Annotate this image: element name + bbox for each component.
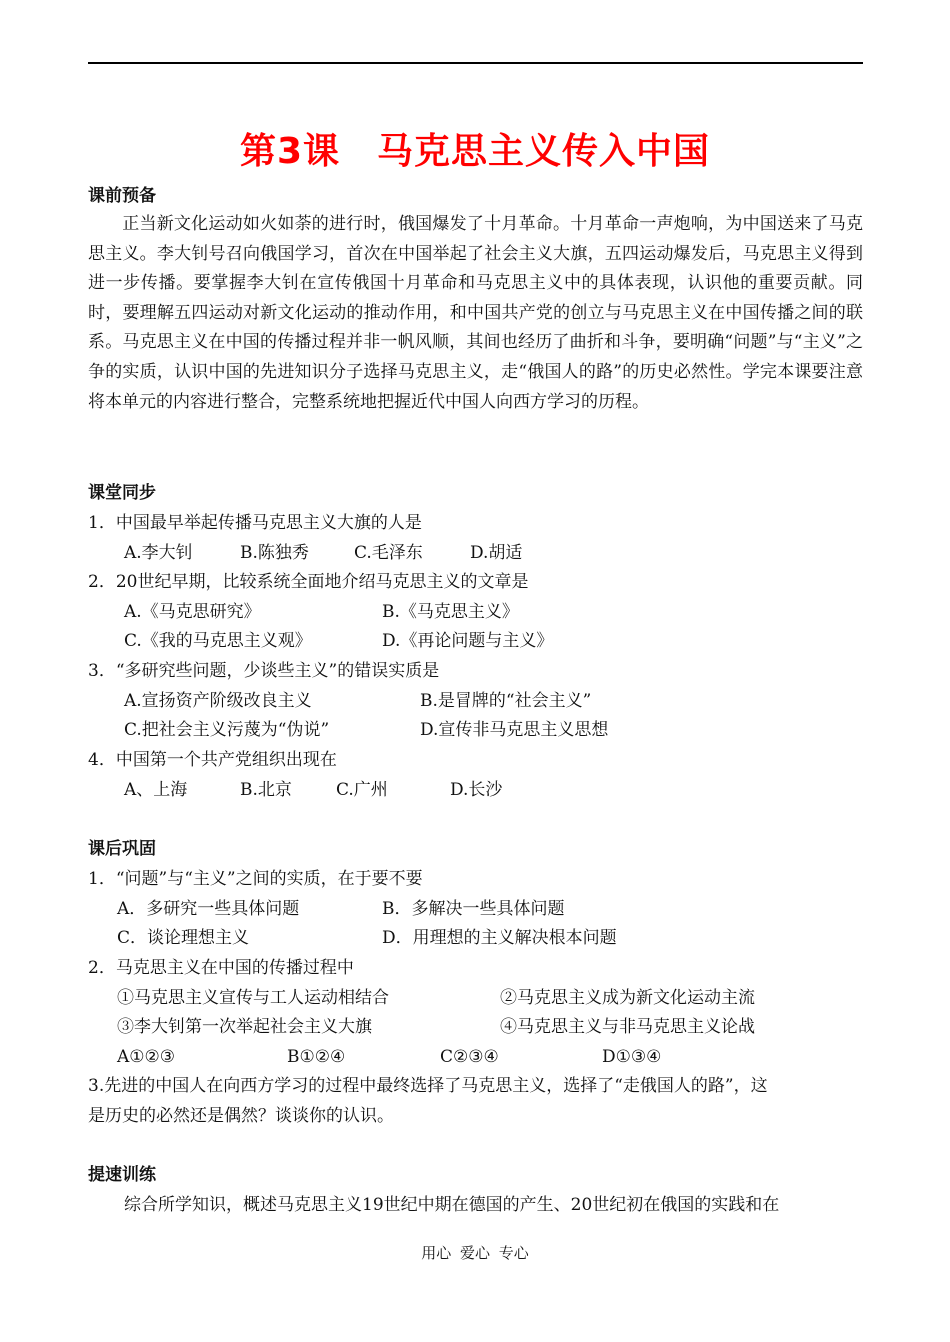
classroom-q3-option-d: D.宣传非马克思主义思想 [420, 720, 609, 740]
after-q2-option-b: B①②④ [287, 1047, 346, 1067]
classroom-q1-option-a: A.李大钊 [124, 543, 193, 563]
preview-paragraph [88, 210, 863, 417]
classroom-q1-option-d: D.胡适 [470, 543, 523, 563]
after-q2-item-2: ②马克思主义成为新文化运动主流 [500, 988, 755, 1008]
classroom-q2-option-c: C.《我的马克思主义观》 [124, 631, 312, 651]
section-heading-after: 课后巩固 [88, 839, 156, 859]
after-q1-option-b: B．多解决一些具体问题 [382, 899, 565, 919]
after-q1-option-d: D．用理想的主义解决根本问题 [382, 928, 617, 948]
page-title: 第3课 马克思主义传入中国 [239, 131, 711, 172]
classroom-q1-option-c: C.毛泽东 [354, 543, 423, 563]
classroom-q4-stem: 4．中国第一个共产党组织出现在 [88, 750, 337, 770]
page-footer: 用心 爱心 专心 [421, 1244, 529, 1262]
classroom-q1-stem: 1．中国最早举起传播马克思主义大旗的人是 [88, 513, 422, 533]
after-q2-item-1: ①马克思主义宣传与工人运动相结合 [117, 988, 389, 1008]
preview-text: 正当新文化运动如火如荼的进行时，俄国爆发了十月革命。十月革命一声炮响，为中国送来了马克思主义。李大钊号召向俄国学习，首次在中国举起了社会主义大旗，五四运动爆发后，马克思主义得到进一步传播。要掌握李大钊在宣传俄国十月革命和马克思主义中的具体表现，认识他的重要贡献。同时，要理解五四运动对新文化运动的推动作用，和中国共产党的创立与马克思主义在中国传播之间的联系。马克思主义在中国的传播过程并非一帆风顺，其间也经历了曲折和斗争，要明确“问题”与“主义”之争的实质，认识中国的先进知识分子选择马克思主义，走“俄国人的路”的历史必然性。学完本课要注意将本单元的内容进行整合，完整系统地把握近代中国人向西方学习的历程。 [88, 214, 863, 412]
classroom-q4-option-b: B.北京 [240, 780, 292, 800]
after-q1-stem: 1．“问题”与“主义”之间的实质，在于要不要 [88, 869, 423, 889]
classroom-q4-option-d: D.长沙 [450, 780, 503, 800]
training-text: 综合所学知识，概述马克思主义19世纪中期在德国的产生、20世纪初在俄国的实践和在 [124, 1195, 780, 1215]
classroom-q2-option-d: D.《再论问题与主义》 [382, 631, 554, 651]
after-q2-stem: 2．马克思主义在中国的传播过程中 [88, 958, 354, 978]
after-q2-item-3: ③李大钊第一次举起社会主义大旗 [117, 1017, 372, 1037]
classroom-q4-option-a: A、上海 [124, 780, 188, 800]
classroom-q2-option-a: A.《马克思研究》 [124, 602, 261, 622]
after-q2-option-c: C②③④ [440, 1047, 499, 1067]
classroom-q4-option-c: C.广州 [336, 780, 388, 800]
header-rule [88, 62, 863, 64]
classroom-q3-option-c: C.把社会主义污蔑为“伪说” [124, 720, 330, 740]
classroom-q1-option-b: B.陈独秀 [240, 543, 309, 563]
after-q2-item-4: ④马克思主义与非马克思主义论战 [500, 1017, 755, 1037]
after-q2-option-a: A①②③ [117, 1047, 175, 1067]
section-heading-preview: 课前预备 [88, 186, 156, 206]
classroom-q2-option-b: B.《马克思主义》 [382, 602, 519, 622]
classroom-q2-stem: 2．20世纪早期，比较系统全面地介绍马克思主义的文章是 [88, 572, 529, 592]
classroom-q3-option-a: A.宣扬资产阶级改良主义 [124, 691, 312, 711]
section-heading-training: 提速训练 [88, 1165, 156, 1185]
after-q1-option-a: A．多研究一些具体问题 [117, 899, 300, 919]
after-q3-line-2: 是历史的必然还是偶然？谈谈你的认识。 [88, 1106, 394, 1126]
section-heading-classroom: 课堂同步 [88, 483, 156, 503]
classroom-q3-stem: 3．“多研究些问题，少谈些主义”的错误实质是 [88, 661, 440, 681]
after-q3-line-1: 3.先进的中国人在向西方学习的过程中最终选择了马克思主义，选择了“走俄国人的路”，这 [88, 1076, 768, 1096]
classroom-q3-option-b: B.是冒牌的“社会主义” [420, 691, 592, 711]
after-q1-option-c: C．谈论理想主义 [117, 928, 250, 948]
after-q2-option-d: D①③④ [602, 1047, 662, 1067]
